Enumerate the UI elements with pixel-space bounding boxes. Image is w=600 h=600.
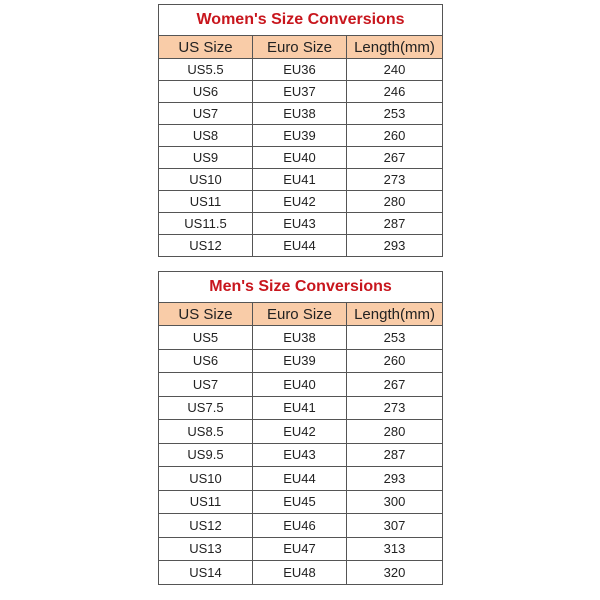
- length-cell: 293: [347, 467, 443, 491]
- men-header-us-size: US Size: [159, 303, 253, 326]
- euro-size-cell: EU44: [253, 235, 347, 257]
- men-header-euro-size: Euro Size: [253, 303, 347, 326]
- euro-size-cell: EU41: [253, 396, 347, 420]
- men-header-length: Length(mm): [347, 303, 443, 326]
- length-cell: 273: [347, 396, 443, 420]
- table-row: [159, 490, 443, 514]
- us-size-cell: US5.5: [159, 59, 253, 81]
- men-title-row: [159, 272, 443, 303]
- length-cell: 300: [347, 490, 443, 514]
- table-row: [159, 169, 443, 191]
- euro-size-cell: EU38: [253, 103, 347, 125]
- length-cell: 253: [347, 103, 443, 125]
- us-size-cell: US8: [159, 125, 253, 147]
- euro-size-cell: EU42: [253, 191, 347, 213]
- us-size-cell: US12: [159, 514, 253, 538]
- women-table-title: Women's Size Conversions: [159, 5, 443, 36]
- length-cell: 267: [347, 147, 443, 169]
- euro-size-cell: EU42: [253, 420, 347, 444]
- length-cell: 287: [347, 443, 443, 467]
- euro-size-cell: EU48: [253, 561, 347, 585]
- men-table-title: Men's Size Conversions: [159, 272, 443, 303]
- euro-size-cell: EU40: [253, 147, 347, 169]
- table-row: [159, 59, 443, 81]
- us-size-cell: US5: [159, 326, 253, 350]
- euro-size-cell: EU46: [253, 514, 347, 538]
- table-row: [159, 125, 443, 147]
- us-size-cell: US7.5: [159, 396, 253, 420]
- length-cell: 253: [347, 326, 443, 350]
- table-row: [159, 235, 443, 257]
- length-cell: 280: [347, 420, 443, 444]
- euro-size-cell: EU43: [253, 213, 347, 235]
- table-row: [159, 147, 443, 169]
- men-size-table: [158, 271, 443, 585]
- women-header-row: [159, 36, 443, 59]
- table-row: [159, 467, 443, 491]
- length-cell: 273: [347, 169, 443, 191]
- us-size-cell: US12: [159, 235, 253, 257]
- table-row: [159, 326, 443, 350]
- length-cell: 313: [347, 537, 443, 561]
- length-cell: 307: [347, 514, 443, 538]
- euro-size-cell: EU38: [253, 326, 347, 350]
- us-size-cell: US10: [159, 169, 253, 191]
- length-cell: 246: [347, 81, 443, 103]
- euro-size-cell: EU37: [253, 81, 347, 103]
- women-title-row: [159, 5, 443, 36]
- length-cell: 280: [347, 191, 443, 213]
- us-size-cell: US14: [159, 561, 253, 585]
- table-row: [159, 213, 443, 235]
- euro-size-cell: EU40: [253, 373, 347, 397]
- us-size-cell: US9: [159, 147, 253, 169]
- length-cell: 267: [347, 373, 443, 397]
- women-table-body: [159, 59, 443, 257]
- us-size-cell: US11: [159, 490, 253, 514]
- table-row: [159, 81, 443, 103]
- us-size-cell: US10: [159, 467, 253, 491]
- us-size-cell: US11.5: [159, 213, 253, 235]
- euro-size-cell: EU39: [253, 125, 347, 147]
- length-cell: 260: [347, 349, 443, 373]
- length-cell: 287: [347, 213, 443, 235]
- table-row: [159, 103, 443, 125]
- length-cell: 260: [347, 125, 443, 147]
- table-row: [159, 349, 443, 373]
- length-cell: 240: [347, 59, 443, 81]
- euro-size-cell: EU39: [253, 349, 347, 373]
- table-row: [159, 561, 443, 585]
- table-row: [159, 373, 443, 397]
- euro-size-cell: EU41: [253, 169, 347, 191]
- table-row: [159, 396, 443, 420]
- us-size-cell: US9.5: [159, 443, 253, 467]
- table-row: [159, 443, 443, 467]
- women-header-us-size: US Size: [159, 36, 253, 59]
- us-size-cell: US6: [159, 349, 253, 373]
- euro-size-cell: EU45: [253, 490, 347, 514]
- euro-size-cell: EU36: [253, 59, 347, 81]
- us-size-cell: US7: [159, 103, 253, 125]
- table-row: [159, 420, 443, 444]
- table-row: [159, 514, 443, 538]
- euro-size-cell: EU43: [253, 443, 347, 467]
- us-size-cell: US8.5: [159, 420, 253, 444]
- men-header-row: [159, 303, 443, 326]
- us-size-cell: US6: [159, 81, 253, 103]
- euro-size-cell: EU47: [253, 537, 347, 561]
- us-size-cell: US13: [159, 537, 253, 561]
- length-cell: 320: [347, 561, 443, 585]
- men-table-body: [159, 326, 443, 585]
- length-cell: 293: [347, 235, 443, 257]
- women-header-length: Length(mm): [347, 36, 443, 59]
- table-row: [159, 191, 443, 213]
- us-size-cell: US7: [159, 373, 253, 397]
- euro-size-cell: EU44: [253, 467, 347, 491]
- us-size-cell: US11: [159, 191, 253, 213]
- women-header-euro-size: Euro Size: [253, 36, 347, 59]
- women-size-table: [158, 4, 443, 257]
- table-row: [159, 537, 443, 561]
